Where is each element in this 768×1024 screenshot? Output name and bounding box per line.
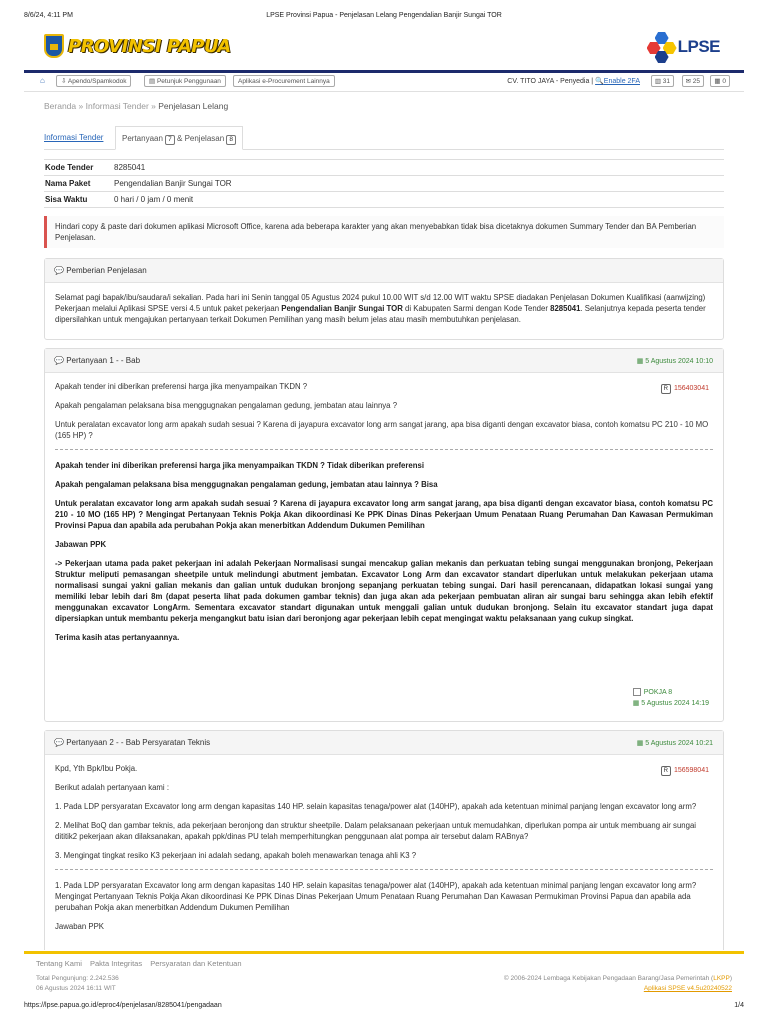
mail-badge[interactable]: ✉ 25	[682, 75, 705, 87]
provinsi-papua-logo[interactable]	[44, 34, 231, 58]
footer-links	[36, 959, 248, 968]
apendo-button[interactable]: ⇩ Apendo/Spamkodok	[56, 75, 131, 87]
warning-callout: Hindari copy & paste dari dokumen aplikasi Microsoft Office, karena ada beberapa karakter yang akan menyebabkan tidak bisa dicetaknya dokumen Summary Tender dan BA Pemberian Penjelasan.	[44, 216, 724, 248]
pokja-icon	[633, 688, 641, 696]
penjelasan-count-badge: 8	[226, 135, 236, 145]
print-url: https://lpse.papua.go.id/eproc4/penjelasan/8285041/pengadaan	[24, 1002, 222, 1009]
answer-signature: POKJA 8 ▦ 5 Agustus 2024 14:19	[632, 689, 709, 707]
print-header	[24, 12, 744, 22]
print-title: LPSE Provinsi Papua - Penjelasan Lelang Pengendalian Banjir Sungai TOR	[266, 12, 502, 19]
tender-info-table	[44, 159, 724, 208]
hexagon-logo-icon	[647, 32, 677, 62]
spse-version-link[interactable]: Aplikasi SPSE v4.5u20240522	[643, 985, 732, 992]
question-id: R 156403041	[661, 383, 709, 394]
info-row-kode: Kode Tender 8285041	[44, 159, 724, 175]
question-line: Apakah pengalaman pelaksana bisa menggugnakan pengalaman gedung, jembatan atau lainnya ?	[55, 401, 398, 410]
lpse-logo-text: LPSE	[677, 37, 720, 56]
question-id: R 156598041	[661, 765, 709, 776]
crest-icon	[44, 34, 64, 58]
print-page-number: 1/4	[734, 1002, 744, 1009]
print-datetime: 8/6/24, 4:11 PM	[24, 12, 73, 19]
tab-pertanyaan-penjelasan[interactable]: Pertanyaan 7 & Penjelasan 8	[115, 126, 243, 150]
panel-heading: 💬 Pemberian Penjelasan	[45, 259, 723, 283]
question-line: 3. Mengingat tingkat resiko K3 pekerjaan ini adalah sedang, apakah boleh menawarkan tenaga ahli K3 ?	[55, 851, 417, 860]
info-row-sisa: Sisa Waktu 0 hari / 0 jam / 0 menit	[44, 191, 724, 207]
inbox-badge[interactable]: ▥ 31	[651, 75, 674, 87]
comments-icon: 💬	[54, 738, 64, 747]
brand-bar	[24, 28, 744, 70]
question-panel-2	[44, 730, 724, 950]
footer-link-pakta[interactable]: Pakta Integritas	[89, 959, 143, 968]
enable-2fa-link[interactable]: 🔍Enable 2FA	[595, 78, 640, 85]
info-row-nama: Nama Paket Pengendalian Banjir Sungai TOR	[44, 175, 724, 191]
top-navbar	[24, 70, 744, 92]
panel-heading: 💬 Pertanyaan 1 - - Bab ▦ 5 Agustus 2024 10:10	[45, 349, 723, 373]
user-info: CV. TITO JAYA - Penyedia | 🔍Enable 2FA	[507, 78, 640, 85]
footer-link-persyaratan[interactable]: Persyaratan dan Ketentuan	[150, 959, 242, 968]
question-line: Berikut adalah pertanyaan kami :	[55, 783, 169, 792]
question-line: Untuk peralatan excavator long arm apakah sudah sesuai ? Karena di jayapura excavator long arm sangat jarang, apa bisa diganti dengan excavator biasa, contoh komatsu PC 210 - 10 MO (165 HP) ?	[55, 420, 709, 440]
question-date: ▦ 5 Agustus 2024 10:10	[636, 358, 713, 365]
print-footer	[24, 1002, 744, 1009]
pertanyaan-count-badge: 7	[165, 135, 175, 145]
breadcrumb-current: Penjelasan Lelang	[158, 101, 229, 111]
lpse-logo[interactable]	[647, 32, 720, 62]
question-line: 1. Pada LDP persyaratan Excavator long arm dengan kapasitas 140 HP. selain kapasitas tenaga/power alat (140HP), apakah ada ketentuan minimal panjang lengan excavator long arm?	[55, 802, 697, 811]
question-line: Apakah tender ini diberikan preferensi harga jika menyampaikan TKDN ?	[55, 382, 308, 391]
tabs	[44, 126, 724, 150]
pemberian-text: Selamat pagi bapak/ibu/saudara/i sekalian. Pada hari ini Senin tanggal 05 Agustus 2024 pukul 10.00 WIT s/d 12.00 WIT waktu SPSE diadakan Penjelasan Dokumen Kualifikasi (aanwijzing) Pekerjaan melalui Aplikasi SPSE versi 4.5 untuk paket pekerjaan Pengendalian Banjir Sungai TOR di Kabupaten Sarmi dengan Kode Tender 8285041. Selanjutnya kepada peserta tender dipersilahkan untuk mengajukan pertanyaan terkait Dokumen Pemilihan yang masih belum jelas atau masih membutuhkan penjelasan.	[55, 293, 706, 324]
answer-line: 1. Pada LDP persyaratan Excavator long arm dengan kapasitas 140 HP. selain kapasitas tenaga/power alat (140HP), apakah ada ketentuan minimal panjang lengan excavator long arm? Mengingat Pertanyaan Teknis Pokja Akan dikoordinasi Ke PPK Dinas Dinas Pekerjaan Umum Penataan Ruang Perumahan Dan Kawasan Permukiman Provinsi Papua dan apabila ada perubahan Pokja akan menerbitkan Addendum Dukumen Pemilihan	[55, 881, 697, 912]
footer-date: 06 Agustus 2024 16:11 WIT	[36, 985, 116, 992]
petunjuk-button[interactable]: ▤ Petunjuk Penggunaan	[144, 75, 226, 87]
question-panel-1	[44, 348, 724, 722]
answer-block: Apakah tender ini diberikan preferensi harga jika menyampaikan TKDN ? Tidak diberikan preferensi Apakah pengalaman pelaksana bisa menggugnakan pengalaman gedung, jembatan atau lainnya ? Bisa Untuk peralatan excavator long arm apakah sudah sesuai ? Karena di jayapura excavator long arm sangat jarang, apa bisa diganti dengan excavator biasa, contoh komatsu PC 210 - 10 MO (165 HP) ? Mengingat Pertanyaan Teknis Pokja Akan dikoordinasi Ke PPK Dinas Dinas Pekerjaan Umum Penataan Ruang Perumahan Dan Kawasan Permukiman Provinsi Papua dan apabila ada perubahan Pokja akan menerbitkan Addendum Dukumen Pemilihan Jabawan PPK -> Pekerjaan utama pada paket pekerjaan ini adalah Pekerjaan Normalisasi sungai mencakup galian mekanis dan perkuatan tebing sungai menggunakan bronjong, Pekerjaan Struktur meliputi pemasangan sheetpile untuk melindungi abutment jembatan. Excavator Long Arm dan excavator standart diperlukan untuk melakukan pekerjaan utama normalisasi sungai yakni galian mekanis dan galian untuk dudukan bronjong sepanjang perkuatan tebing sungai. Dari hasil perencanaan, didapatkan lokasi sungai yang memiliki lebar lebih dari 8m (dapat peserta lihat pada dokumen gambar teknis) dan juga akan ada pekerjaan pembuatan aliran air sungai baru sehingga akan lebih efektif menggunakan excavator LongArm. Sementara excavator standart digunakan untuk menggali galian untuk dudukan bronjong. Selain itu excavator standart juga dapat dipersiapkan untuk membantu pekerja mengangkut batu isian dari beronjong agar pekerjaan lebih cepat mengingat waktu pelaksanaan yang cukup singkat. Terima kasih atas pertanyaannya.	[55, 461, 713, 642]
tab-informasi-tender[interactable]: Informasi Tender	[44, 133, 104, 142]
lkpp-link[interactable]: LKPP	[713, 975, 730, 982]
document-badge[interactable]: ▦ 0	[710, 75, 730, 87]
pemberian-penjelasan-panel	[44, 258, 724, 340]
page-footer	[24, 951, 744, 995]
question-date: ▦ 5 Agustus 2024 10:21	[636, 740, 713, 747]
aplikasi-lainnya-button[interactable]: Aplikasi e-Procurement Lainnya	[233, 75, 335, 87]
footer-link-tentang[interactable]: Tentang Kami	[36, 959, 82, 968]
copyright: © 2006-2024 Lembaga Kebijakan Pengadaan Barang/Jasa Pemerintah (LKPP)	[503, 975, 732, 982]
home-icon[interactable]: ⌂	[40, 76, 45, 85]
breadcrumb-home[interactable]: Beranda	[44, 101, 77, 111]
question-line: 2. Melihat BoQ dan gambar teknis, ada pekerjaan beronjong dan struktur sheetpile. Dalam pelaksanaan pekerjaan untuk memudahkan, diperlukan pompa air untuk membuang air sungai dititik2 pekerjaan akan dilaksanakan, apakah ppk/dinas PU telah memperhitungkan penggunaan alat pompa air tersebut dalam RABnya?	[55, 821, 697, 841]
breadcrumb: Beranda » Informasi Tender » Penjelasan Lelang	[44, 101, 229, 111]
question-line: Kpd, Yth Bpk/Ibu Pokja.	[55, 764, 138, 773]
comments-icon: 💬	[54, 356, 64, 365]
provinsi-logo-text: PROVINSI PAPUA	[68, 35, 231, 57]
visitor-count: Total Pengunjung: 2.242.536	[36, 975, 119, 982]
comments-icon: 💬	[54, 266, 64, 275]
panel-heading: 💬 Pertanyaan 2 - - Bab Persyaratan Teknis ▦ 5 Agustus 2024 10:21	[45, 731, 723, 755]
breadcrumb-info[interactable]: Informasi Tender	[85, 101, 149, 111]
answer-line: Jawaban PPK	[55, 922, 104, 931]
